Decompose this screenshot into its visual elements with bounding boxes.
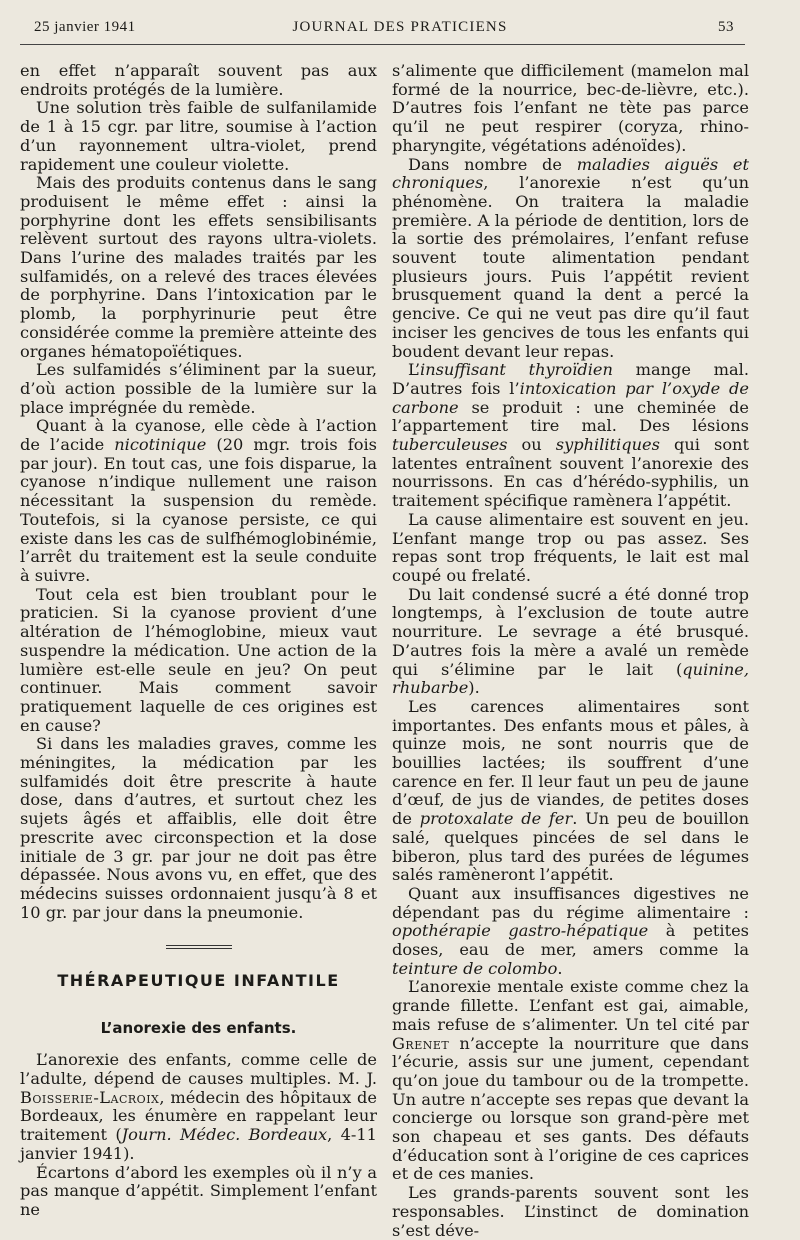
paragraph: La cause alimentaire est souvent en jeu. L’enfant mange trop ou pas assez. Ses repas sont trop fréquents, le lait est mal coupé ou frelaté. <box>392 509 749 585</box>
paragraph: en effet n’apparaît souvent pas aux endroits protégés de la lumière. <box>20 61 377 99</box>
section-title: THÉRAPEUTIQUE INFANTILE <box>57 971 340 991</box>
section-separator <box>20 945 377 949</box>
paragraph: Les grands-parents souvent sont les responsables. L’instinct de domination s’est déve- <box>392 1183 749 1240</box>
paragraph: Du lait condensé sucré a été donné trop longtemps, à l’exclusion de toute autre nourriture. Le sevrage a été brusqué. D’autres fois la mère a avalé un remède qui s’élimine par le lait (quinine, rhubarbe). <box>392 584 749 698</box>
paragraph: L’anorexie mentale existe comme chez la grande fillette. L’enfant est gai, aimable, mais refuse de s’alimenter. Un tel cité par Grenet n’accepte la nourriture que dans l’écurie, assis sur une jument, cependant qu’on joue du tambour ou de la trompette. Un autre n’accepte ses repas que devant la concierge ou lorsque son grand-père met son chapeau et ses gants. Des défauts d’éducation sont à l’origine de ces caprices et de ces manies. <box>392 977 749 1184</box>
paragraph: Les carences alimentaires sont importantes. Des enfants mous et pâles, à quinze mois, ne sont nourris que de bouillies lactées; ils souffrent d’une carence en fer. Il leur faut un peu de jaune d’œuf, de jus de viandes, de petites doses de protoxalate de fer. Un peu de bouillon salé, quelques pincées de sel dans le biberon, plus tard des purées de légumes salés ramèneront l’appétit. <box>392 696 750 885</box>
journal-title: JOURNAL DES PRATICIENS <box>292 19 508 35</box>
paragraph: L’insuffisant thyroïdien mange mal. D’autres fois l’intoxication par l’oxyde de carbone se produit : une cheminée de l’appartement tire mal. Des lésions tuberculeuses ou syphilitiques qui sont latentes entraînent souvent l’anorexie des nourrissons. En cas d’hérédo-syphilis, un traitement spécifique ramènera l’appétit. <box>392 360 750 511</box>
header-rule <box>20 44 745 45</box>
right-column <box>392 62 749 1240</box>
paragraph: Dans nombre de maladies aiguës et chroniques, l’anorexie n’est qu’un phénomène. On traitera la maladie première. A la période de dentition, lors de la sortie des prémolaires, l’enfant refuse souvent toute alimentation pendant plusieurs jours. Puis l’appétit revient brusquement quand la dent a percé la gencive. Ce qui ne veut pas dire qu’il faut inciser les gencives de tous les enfants qui boudent devant leur repas. <box>392 154 749 361</box>
paragraph: Si dans les maladies graves, comme les méningites, la médication par les sulfamidés doit être prescrite à haute dose, dans d’autres, et surtout chez les sujets âgés et affaiblis, elle doit être prescrite avec circonspection et la dose initiale de 3 gr. par jour ne doit pas être dépassée. Nous avons vu, en effet, que des médecins suisses ordonnaient jusqu’à 8 et 10 gr. par jour dans la pneumonie. <box>20 734 377 922</box>
issue-date: 25 janvier 1941 <box>34 19 136 35</box>
paragraph: Une solution très faible de sulfanilamide de 1 à 15 cgr. par litre, soumise à l’action d’un rayonnement ultra-violet, prend rapidement une couleur violette. <box>20 98 377 174</box>
paragraph: Écartons d’abord les exemples où il n’y a pas manque d’appétit. Simplement l’enfant ne <box>20 1162 377 1219</box>
article-title: L’anorexie des enfants. <box>100 1019 297 1038</box>
left-column <box>20 62 377 1220</box>
page-header <box>0 0 800 40</box>
page-number: 53 <box>718 19 734 35</box>
paragraph: Tout cela est bien troublant pour le praticien. Si la cyanose provient d’une altération de l’hémoglobine, mieux vaut suspendre la médication. Une action de la lumière est-elle seule en jeu? On peut continuer. Mais comment savoir pratiquement laquelle de ces origines est en cause? <box>20 584 377 735</box>
paragraph: s’alimente que difficilement (mamelon mal formé de la nourrice, bec-de-lièvre, etc.). D’autres fois l’enfant ne tète pas parce qu’il ne peut respirer (coryza, rhino-pharyngite, végétations adénoïdes). <box>392 61 749 155</box>
paragraph: Mais des produits contenus dans le sang produisent le même effet : ainsi la porphyrine dont les effets sensibilisants relèvent surtout des rayons ultra-violets. Dans l’urine des malades traités par les sulfamidés, on a relevé des traces élevées de porphyrine. Dans l’intoxication par le plomb, la porphyrinurie peut être considérée comme la première atteinte des organes hématopoïétiques. <box>20 173 377 361</box>
paragraph: Quant aux insuffisances digestives ne dépendant pas du régime alimentaire : opothérapie gastro-hépatique à petites doses, eau de mer, amers comme la teinture de colombo. <box>392 883 749 978</box>
paragraph: L’anorexie des enfants, comme celle de l’adulte, dépend de causes multiples. M. J. Boisserie-Lacroix, médecin des hôpitaux de Bordeaux, les énumère en rappelant leur traitement (Journ. Médec. Bordeaux, 4-11 janvier 1941). <box>20 1050 377 1163</box>
paragraph: Quant à la cyanose, elle cède à l’action de l’acide nicotinique (20 mgr. trois fois par jour). En tout cas, une fois disparue, la cyanose n’indique nullement une raison nécessitant la suspension du remède. Toutefois, si la cyanose persiste, ce qui existe dans les cas de sulfhémoglobinémie, l’arrêt du traitement est la seule conduite à suivre. <box>20 416 377 585</box>
paragraph: Les sulfamidés s’éliminent par la sueur, d’où action possible de la lumière sur la place imprégnée du remède. <box>20 360 377 417</box>
